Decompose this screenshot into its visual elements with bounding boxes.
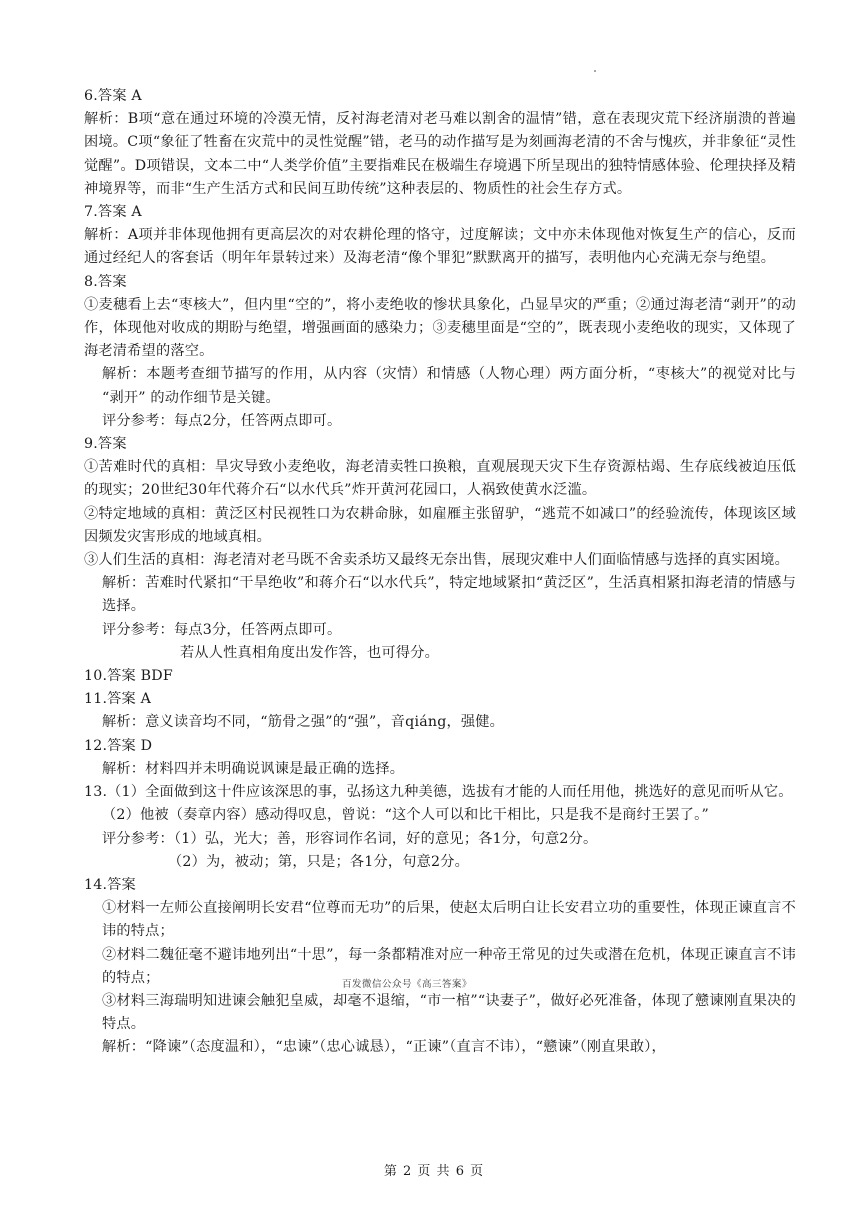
q7-heading: 7.答案 A bbox=[84, 204, 142, 221]
page-number-footer: 第 2 页 共 6 页 bbox=[383, 1164, 485, 1179]
q9-heading: 9.答案 bbox=[84, 436, 127, 453]
q13-scoring-2: （2）为，被动；第，只是；各1分，句意2分。 bbox=[168, 853, 470, 870]
q9-point-2: ②特定地域的真相：黄泛区村民视牲口为农耕命脉，如雇雁主张留驴，“逃荒不如减口”的经验流传，体现该区域因频发灾害形成的地域真相。 bbox=[84, 505, 796, 545]
q8-scoring: 评分参考：每点2分，任答两点即可。 bbox=[102, 412, 342, 429]
q11-analysis: 解析：意义读音均不同，“筋骨之强”的“强”，音qiáng，强健。 bbox=[102, 714, 505, 731]
q8-analysis: 解析：本题考查细节描写的作用，从内容（灾情）和情感（人物心理）两方面分析，“枣核大”的视觉对比与 “剥开” 的动作细节是关键。 bbox=[102, 366, 796, 406]
watermark-text: 百发微信公众号《高三答案》 bbox=[342, 979, 473, 990]
q10-answer: 10.答案 BDF bbox=[84, 668, 173, 685]
q12-analysis: 解析：材料四并未明确说讽谏是最正确的选择。 bbox=[102, 760, 405, 777]
stray-dot bbox=[594, 70, 596, 72]
q9-scoring-note: 若从人性真相角度出发作答，也可得分。 bbox=[180, 644, 439, 661]
q6-analysis: 解析：B项“意在通过环境的冷漠无情，反衬海老清对老马难以割舍的温情”错，意在表现灾荒下经济崩溃的普遍困境。C项“象征了牲畜在灾荒中的灵性觉醒”错，老马的动作描写是为刻画海老清的不舍与愧疚，并非象征“灵性觉醒”。D项错误，文本二中“人类学价值”主要指难民在极端生存境遇下所呈现出的独特情感体验、伦理抉择及精神境界等，而非“生产生活方式和民间互助传统”这种表层的、物质性的社会生存方式。 bbox=[84, 111, 796, 197]
q12-heading: 12.答案 D bbox=[84, 737, 153, 754]
q14-point-2: ②材料二魏征毫不避讳地列出“十思”，每一条都精准对应一种帝王常见的过失或潜在危机，体现正谏直言不讳的特点； bbox=[102, 946, 796, 986]
q14-point-1: ①材料一左师公直接阐明长安君“位尊而无功”的后果，使赵太后明白让长安君立功的重要性，体现正谏直言不讳的特点； bbox=[102, 900, 796, 940]
q14-heading: 14.答案 bbox=[84, 876, 136, 893]
q13-part-1: 13.（1）全面做到这十件应该深思的事，弘扬这九种美德，选拔有才能的人而任用他，挑选好的意见而听从它。 bbox=[84, 784, 793, 801]
q13-part-2: （2）他被（奏章内容）感动得叹息，曾说：“这个人可以和比干相比，只是我不是商纣王罢了。” bbox=[102, 807, 709, 824]
q9-analysis: 解析：苦难时代紧扣“干旱绝收”和蒋介石“以水代兵”，特定地域紧扣“黄泛区”，生活真相紧扣海老清的情感与选择。 bbox=[102, 575, 796, 615]
q8-answer: ①麦穗看上去“枣核大”，但内里“空的”，将小麦绝收的惨状具象化，凸显旱灾的严重；②通过海老清“剥开”的动作，体现他对收成的期盼与绝望，增强画面的感染力；③麦穗里面是“空的”，既表现小麦绝收的现实，又体现了海老清希望的落空。 bbox=[84, 296, 796, 360]
q9-point-1: ①苦难时代的真相：旱灾导致小麦绝收，海老清卖牲口换粮，直观展现天灾下生存资源枯竭、生存底线被迫压低的现实；20世纪30年代蒋介石“以水代兵”炸开黄河花园口，人祸致使黄水泛滥。 bbox=[84, 459, 796, 499]
answer-text-body bbox=[84, 85, 796, 1060]
q14-point-3: ③材料三海瑞明知进谏会触犯皇威，却毫不退缩，“市一棺”“诀妻子”，做好必死准备，体现了戆谏刚直果决的特点。 bbox=[102, 992, 796, 1033]
q14-analysis: 解析：“降谏”（态度温和），“忠谏”（忠心诚恳），“正谏”（直言不讳），“戆谏”（刚直果敢）， bbox=[102, 1039, 666, 1056]
q7-analysis: 解析：A项并非体现他拥有更高层次的对农耕伦理的恪守，过度解读；文中亦未体现他对恢复生产的信心，反而通过经纪人的客套话（明年年景转过来）及海老清“像个罪犯”默默离开的描写，表明他内心充满无奈与绝望。 bbox=[84, 227, 796, 267]
q8-heading: 8.答案 bbox=[84, 273, 127, 290]
q9-point-3: ③人们生活的真相：海老清对老马既不舍卖杀坊又最终无奈出售，展现灾难中人们面临情感与选择的真实困境。 bbox=[84, 552, 789, 569]
q11-heading: 11.答案 A bbox=[84, 691, 152, 708]
q6-heading: 6.答案 A bbox=[84, 88, 142, 104]
q13-scoring-1: 评分参考：（1）弘，光大；善，形容词作名词，好的意见；各1分，句意2分。 bbox=[102, 830, 598, 847]
q9-scoring: 评分参考：每点3分，任答两点即可。 bbox=[102, 621, 342, 638]
